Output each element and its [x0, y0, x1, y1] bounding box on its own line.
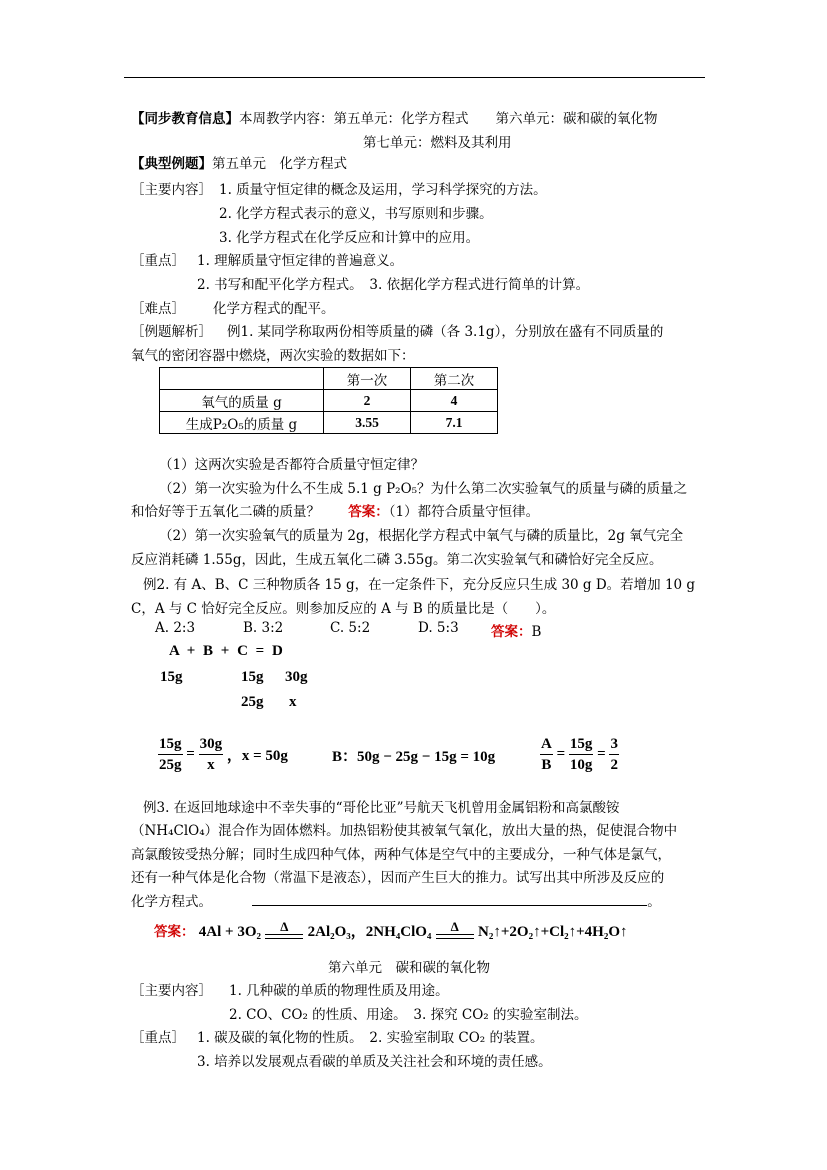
header-line1 [131, 107, 658, 127]
calc-row2-c: 25g [241, 694, 264, 710]
example2-line1: 例2. 有 A、B、C 三种物质各 15 g，在一定条件下，充分反应只生成 30 g D。若增加 10 g [143, 577, 696, 593]
equation-part1: 4Al + 3O₂ [198, 924, 262, 940]
calc-row1-c: 15g [241, 669, 264, 685]
equation-part3: N₂↑+2O₂↑+Cl₂↑+4H₂O↑ [478, 924, 628, 940]
answer-2-line2: 反应消耗磷 1.55g，因此，生成五氧化二磷 3.55g。第二次实验氧气和磷恰好完全反应。 [131, 552, 663, 568]
experiment-table [159, 367, 498, 434]
table-cell: 氧气的质量 g [160, 390, 324, 412]
fraction: $\frac{30g}{x}$ [199, 736, 223, 773]
question-2-line2-wrap [131, 500, 539, 520]
header-rule [124, 77, 705, 78]
fraction: $\frac{A}{B}$ [541, 736, 552, 773]
example3-line1: 例3. 在返回地球途中不幸失事的“哥伦比亚”号航天飞机曾用金属铝粉和高氯酸铵 [143, 800, 620, 816]
heat-condition: Δ [265, 923, 303, 943]
table-cell: 4 [411, 390, 498, 412]
x-result: ，x = 50g [226, 748, 288, 764]
answer-1: （1）都符合质量守恒律。 [388, 504, 540, 520]
question-1: （1）这两次实验是否都符合质量守恒定律？ [159, 457, 425, 473]
table-cell: 生成P₂O₅的质量 g [160, 412, 324, 434]
unit6-main-item-2: 2. CO、CO₂ 的性质、用途。 3. 探究 CO₂ 的实验室制法。 [229, 1007, 588, 1023]
calc-row1-a: 15g [160, 669, 183, 685]
equation-part2: 2Al₂O₃，2NH₄ClO₄ [307, 924, 432, 940]
example2-answer [491, 620, 541, 640]
main-item-3: 3. 化学方程式在化学反应和计算中的应用。 [219, 230, 480, 246]
option-c: C. 5:2 [330, 620, 371, 636]
unit6-key-item-1: 1. 碳及碳的氧化物的性质。 2. 实验室制取 CO₂ 的装置。 [197, 1030, 544, 1046]
table-header-cell [160, 368, 324, 390]
question-2-line1: （2）第一次实验为什么不生成 5.1 g P₂O₅？为什么第二次实验氧气的质量与磷的质量之 [159, 481, 688, 497]
ratio-equation: $\frac{15g}{25g}$ = $\frac{30g}{x}$ ，x = 50g [159, 736, 288, 773]
table-header-cell: 第一次 [324, 368, 411, 390]
header-tag: 【同步教育信息】 [131, 111, 239, 127]
key-item-2: 2. 书写和配平化学方程式。 3. 依据化学方程式进行简单的计算。 [197, 277, 590, 293]
unit6-main-label: ［主要内容］ [131, 983, 212, 999]
unit6-main-item-1: 1. 几种碳的单质的物理性质及用途。 [229, 983, 449, 999]
unit6-key-label: ［重点］ [131, 1030, 185, 1046]
example3-line3: 高氯酸铵受热分解；同时生成四种气体，两种气体是空气中的主要成分，一种气体是氯气， [131, 847, 671, 863]
example2-line2: C，A 与 C 恰好完全反应。则参加反应的 A 与 B 的质量比是（ ）。 [131, 601, 556, 617]
example3-line4: 还有一种气体是化合物（常温下是液态），因而产生巨大的推力。试写出其中所涉及反应的 [131, 870, 665, 886]
heat-condition: Δ [436, 923, 474, 943]
example3-answer [154, 920, 628, 943]
difficulty-text: 化学方程式的配平。 [213, 301, 335, 317]
table-cell: 7.1 [411, 412, 498, 434]
table-row [160, 412, 498, 434]
answer-label: 答案： [348, 504, 389, 520]
fraction: $\frac{15g}{10g}$ [569, 736, 593, 773]
unit6-title: 第六单元 碳和碳的氧化物 [328, 960, 490, 976]
b-calculation: B：50g − 25g − 15g = 10g [332, 749, 496, 765]
main-item-1: 1. 质量守恒定律的概念及运用，学习科学探究的方法。 [219, 182, 547, 198]
main-content-label: ［主要内容］ [131, 182, 212, 198]
answer-2-line1: （2）第一次实验氧气的质量为 2g，根据化学方程式中氧气与磷的质量比，2g 氧气完全 [159, 528, 684, 544]
main-item-2: 2. 化学方程式表示的意义，书写原则和步骤。 [219, 206, 493, 222]
table-header-row [160, 368, 498, 390]
header-line2: 第七单元：燃料及其利用 [363, 135, 512, 151]
fraction: $\frac{3}{2}$ [610, 736, 618, 773]
option-b: B. 3:2 [243, 620, 284, 636]
answer-value: B [531, 624, 542, 640]
typical-examples-tag: 【典型例题】 [131, 156, 212, 172]
unit5-title: 第五单元 化学方程式 [212, 156, 347, 172]
answer-blank [252, 893, 647, 906]
unit6-key-item-2: 3. 培养以发展观点看碳的单质及关注社会和环境的责任感。 [197, 1054, 552, 1070]
example3-line5: 化学方程式。 [131, 894, 212, 910]
fraction: $\frac{15g}{25g}$ [159, 736, 182, 773]
option-a: A. 2:3 [155, 620, 196, 636]
table-cell: 3.55 [324, 412, 411, 434]
example-analysis-label: ［例题解析］ [131, 324, 212, 340]
question-2-line2: 和恰好等于五氧化二磷的质量？ [131, 504, 320, 520]
unit5-title-line [131, 152, 347, 172]
header-text: 本周教学内容：第五单元：化学方程式 第六单元：碳和碳的氧化物 [239, 111, 658, 127]
table-cell: 2 [324, 390, 411, 412]
ab-ratio: $\frac{A}{B}$ = $\frac{15g}{10g}$ = $\frac{3}{2}$ [541, 736, 618, 773]
key-item-1: 1. 理解质量守恒定律的普遍意义。 [197, 253, 404, 269]
difficulty-label: ［难点］ [131, 301, 185, 317]
example1-line1: 例1. 某同学称取两份相等质量的磷（各 3.1g），分别放在盛有不同质量的 [227, 324, 664, 340]
table-row [160, 390, 498, 412]
example3-line2: （NH₄ClO₄）混合作为固体燃料。加热铝粉使其被氧气氧化，放出大量的热，促使混合物中 [131, 823, 678, 839]
table-header-cell: 第二次 [411, 368, 498, 390]
reaction-equation: A + B + C = D [169, 643, 283, 659]
example1-line2: 氧气的密闭容器中燃烧，两次实验的数据如下： [131, 348, 415, 364]
example3-line5-wrap [131, 890, 661, 910]
answer-label: 答案： [154, 924, 195, 940]
key-points-label: ［重点］ [131, 253, 185, 269]
option-d: D. 5:3 [418, 620, 459, 636]
period: 。 [647, 894, 661, 910]
calc-row1-d: 30g [285, 669, 308, 685]
answer-label: 答案： [491, 624, 532, 640]
calc-row2-d: x [289, 694, 297, 710]
